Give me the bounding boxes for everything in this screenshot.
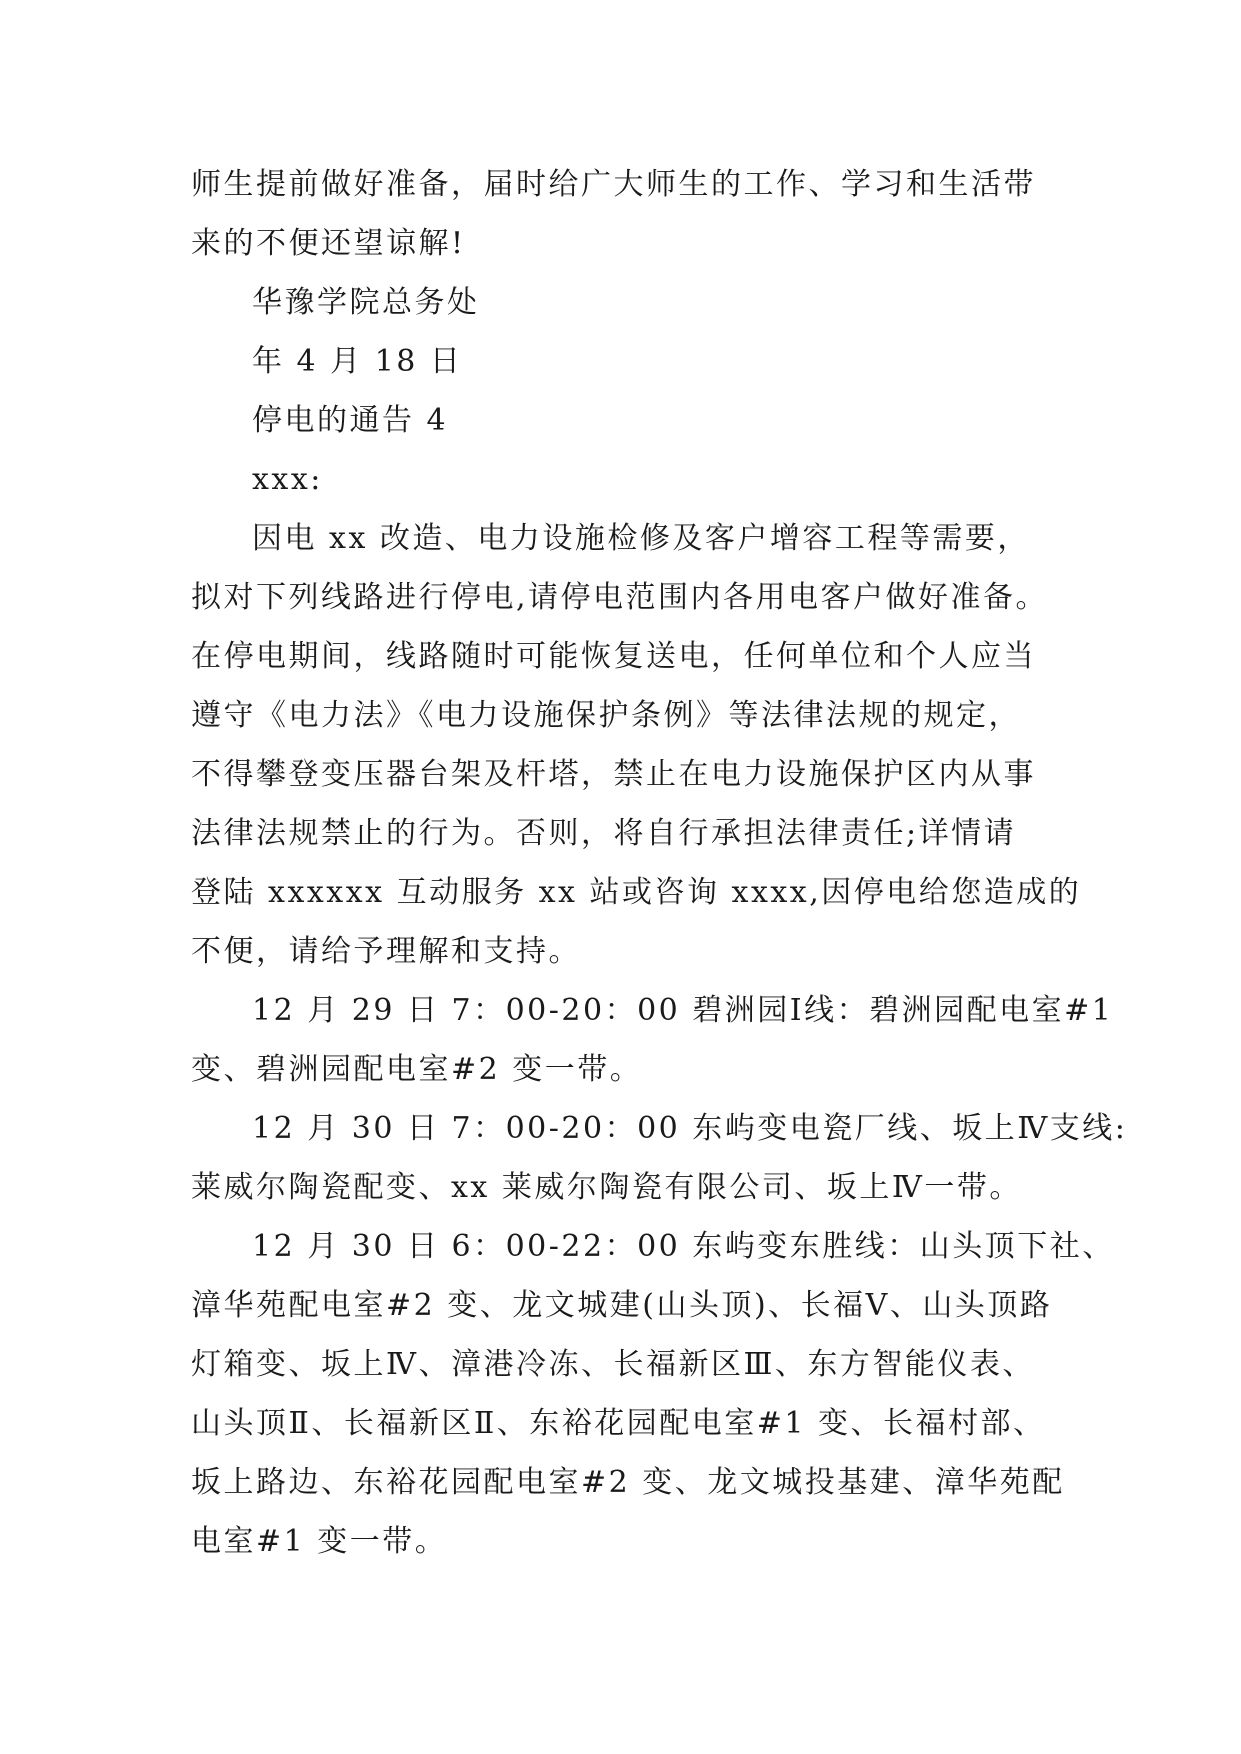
text-line: 漳华苑配电室#2 变、龙文城建(山头顶)、长福Ⅴ、山头顶路 [191, 1288, 1053, 1323]
text-line: 12 月 30 日 6：00-22：00 东屿变东胜线：山头顶下社、 [252, 1229, 1115, 1264]
salutation: xxx: [252, 462, 323, 497]
text-line: 不得攀登变压器台架及杆塔，禁止在电力设施保护区内从事 [191, 757, 1036, 792]
text-line: 灯箱变、坂上Ⅳ、漳港冷冻、长福新区Ⅲ、东方智能仪表、 [191, 1347, 1035, 1382]
text-line: 莱威尔陶瓷配变、xx 莱威尔陶瓷有限公司、坂上Ⅳ一带。 [191, 1170, 1022, 1205]
signature-date: 年 4 月 18 日 [252, 344, 463, 379]
text-line: 12 月 30 日 7：00-20：00 东屿变电瓷厂线、坂上Ⅳ支线: [252, 1111, 1128, 1146]
text-line: 拟对下列线路进行停电,请停电范围内各用电客户做好准备。 [191, 580, 1049, 615]
text-line: 不便，请给予理解和支持。 [191, 934, 581, 969]
text-line: 电室#1 变一带。 [191, 1524, 448, 1559]
text-line: 来的不便还望谅解! [191, 226, 466, 261]
notice-title: 停电的通告 4 [252, 403, 449, 438]
text-line: 山头顶Ⅱ、长福新区Ⅱ、东裕花园配电室#1 变、长福村部、 [191, 1406, 1046, 1441]
text-line: 法律法规禁止的行为。否则，将自行承担法律责任;详情请 [191, 816, 1017, 851]
text-line: 因电 xx 改造、电力设施检修及客户增容工程等需要， [252, 521, 1030, 556]
text-line: 师生提前做好准备，届时给广大师生的工作、学习和生活带 [191, 167, 1036, 202]
text-line: 变、碧洲园配电室#2 变一带。 [191, 1052, 643, 1087]
text-line: 在停电期间，线路随时可能恢复送电，任何单位和个人应当 [191, 639, 1036, 674]
text-line: 遵守《电力法》《电力设施保护条例》等法律法规的规定， [191, 698, 1021, 733]
text-line: 坂上路边、东裕花园配电室#2 变、龙文城投基建、漳华苑配 [191, 1465, 1065, 1500]
text-line: 登陆 xxxxxx 互动服务 xx 站或咨询 xxxx,因停电给您造成的 [191, 875, 1082, 910]
signature-office: 华豫学院总务处 [252, 285, 480, 320]
text-line: 12 月 29 日 7：00-20：00 碧洲园Ⅰ线：碧洲园配电室#1 [252, 993, 1114, 1028]
